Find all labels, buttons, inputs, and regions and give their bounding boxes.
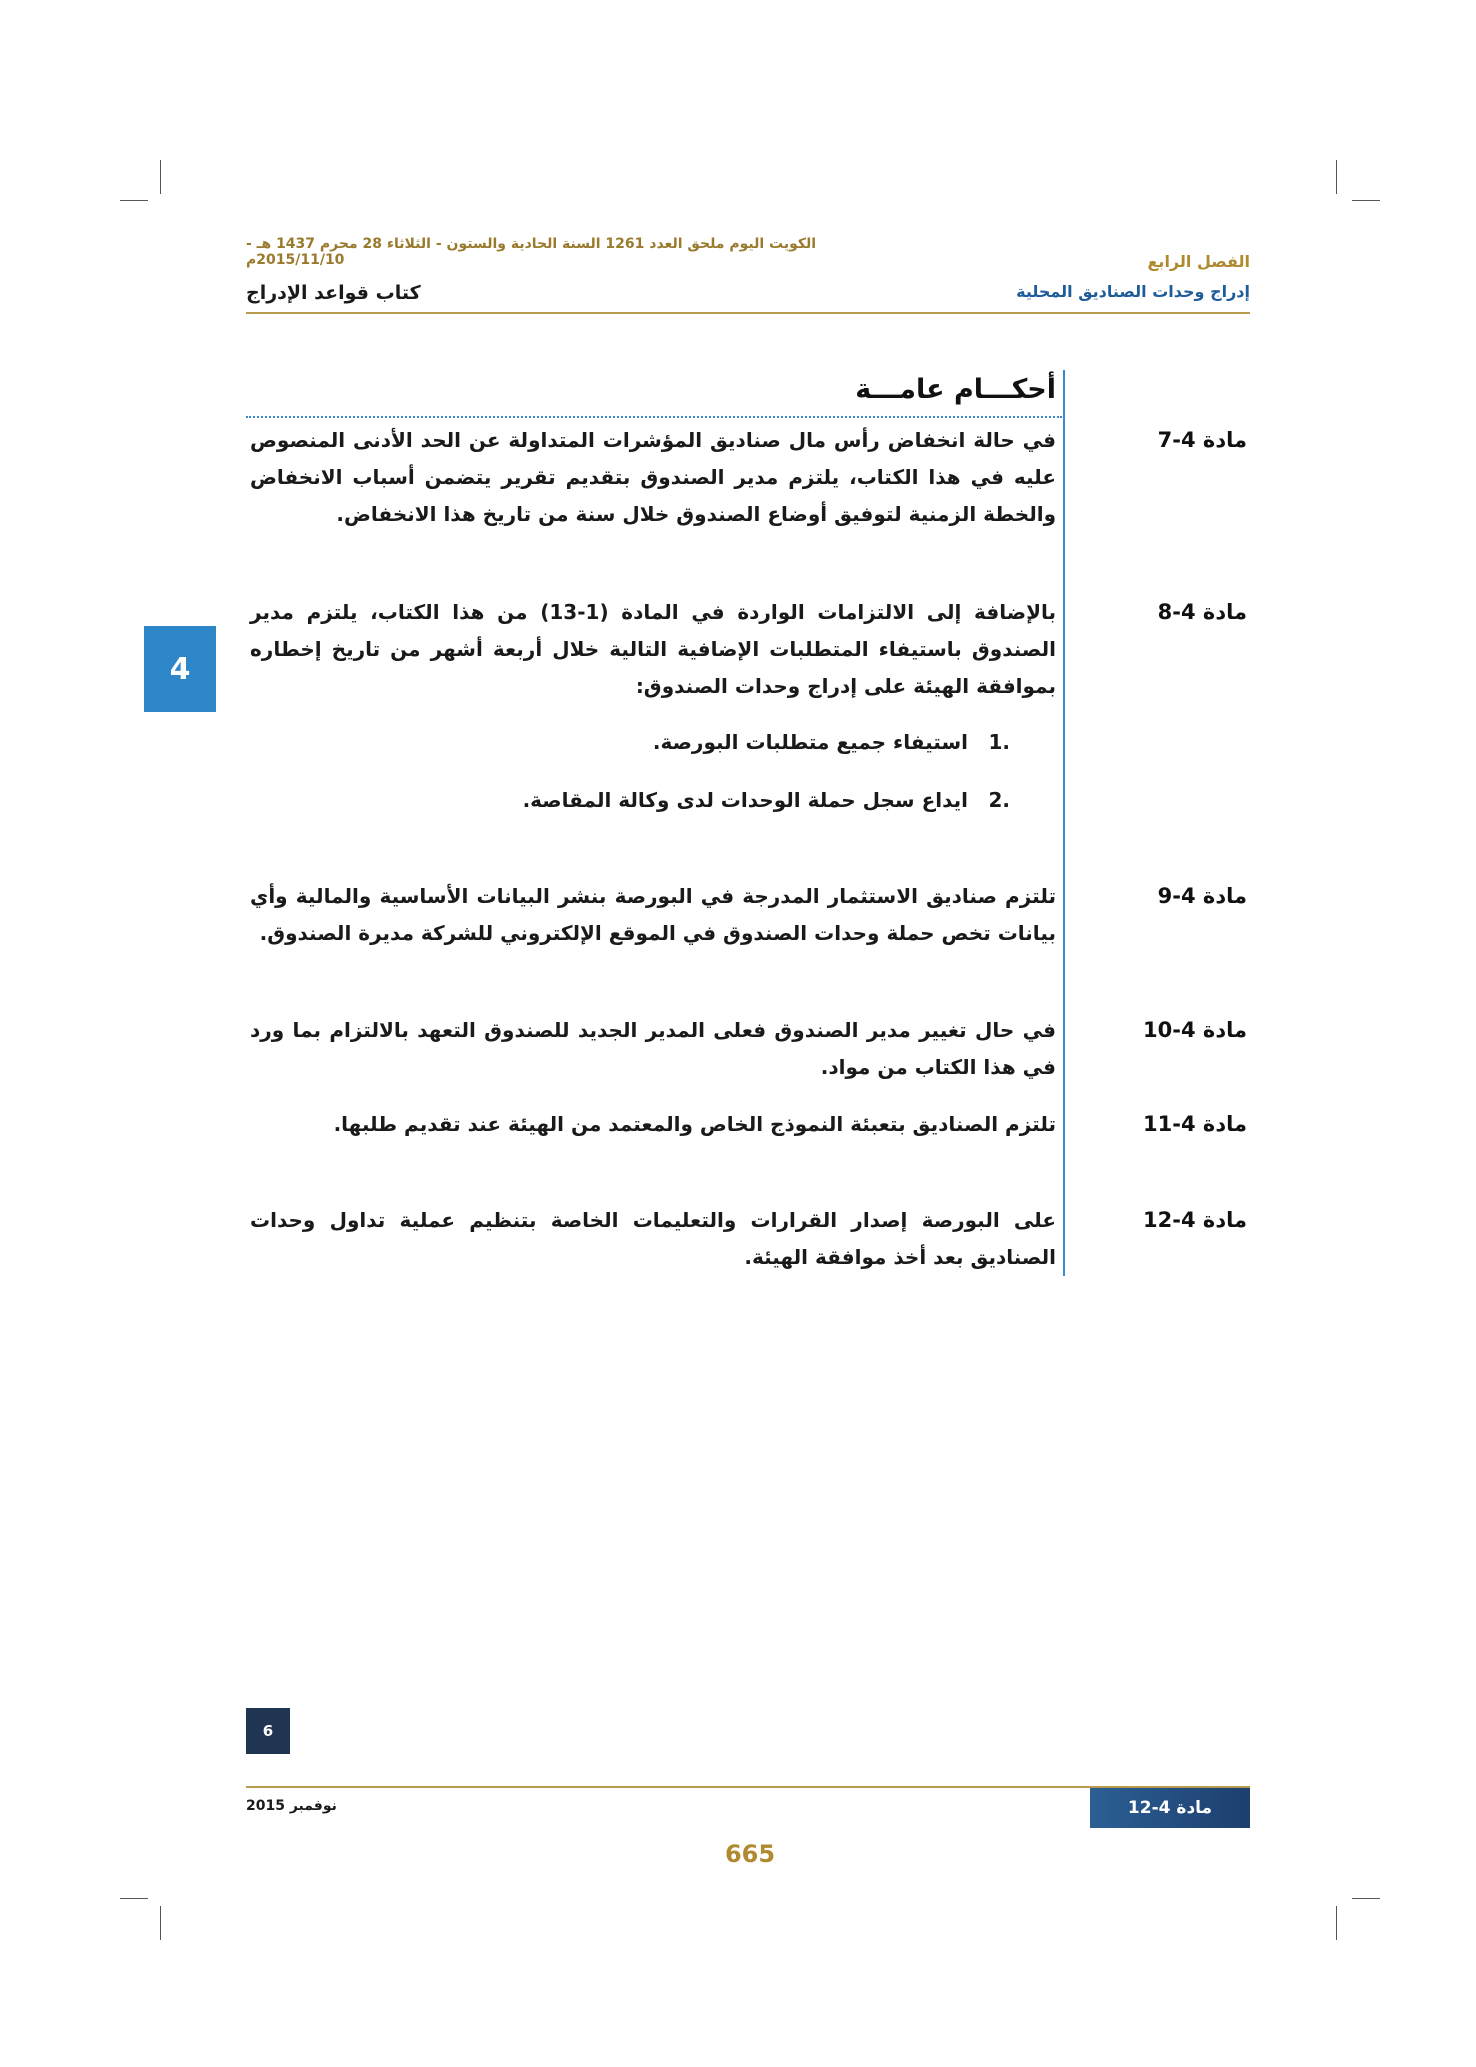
footer-article-badge: مادة 4-12 (1090, 1788, 1250, 1828)
article-number: مادة 4-8 (1157, 600, 1247, 624)
article-number: مادة 4-10 (1143, 1018, 1247, 1042)
list-text: ايداع سجل حملة الوحدات لدى وكالة المقاصة. (522, 788, 968, 812)
section-heading: أحكـــام عامـــة (855, 374, 1056, 405)
crop-mark (1336, 1906, 1337, 1940)
chapter-label: الفصل الرابع (1147, 252, 1250, 271)
crop-mark (120, 200, 148, 201)
article-number: مادة 4-7 (1157, 428, 1247, 452)
list-item (250, 788, 1010, 812)
list-number: .1 (988, 730, 1010, 754)
book-title: كتاب قواعد الإدراج (246, 282, 421, 304)
crop-mark (160, 1906, 161, 1940)
crop-mark (1336, 160, 1337, 194)
article-text: تلتزم صناديق الاستثمار المدرجة في البورصة بنشر البيانات الأساسية والمالية وأي بيانات تخص حملة وحدات الصندوق في الموقع الإلكتروني للشركة مديرة الصندوق. (250, 884, 1056, 945)
list-item (250, 730, 1010, 754)
article-text: في حال تغيير مدير الصندوق فعلى المدير الجديد للصندوق التعهد بالالتزام بما ورد في هذا الكتاب من مواد. (250, 1018, 1056, 1079)
running-header: الكويت اليوم ملحق العدد 1261 السنة الحادية والستون - الثلاثاء 28 محرم 1437 هـ - 2015/11/10م (246, 236, 817, 268)
footer-date: نوفمبر 2015 (246, 1798, 337, 1814)
section-title: إدراج وحدات الصناديق المحلية (1016, 282, 1250, 301)
list-number: .2 (988, 788, 1010, 812)
crop-mark (1352, 200, 1380, 201)
article-number: مادة 4-11 (1143, 1112, 1247, 1136)
crop-mark (1352, 1898, 1380, 1899)
article-text: تلتزم الصناديق بتعبئة النموذج الخاص والمعتمد من الهيئة عند تقديم طلبها. (333, 1112, 1056, 1136)
column-divider (1063, 370, 1065, 1276)
article-text: في حالة انخفاض رأس مال صناديق المؤشرات المتداولة عن الحد الأدنى المنصوص عليه في هذا الكتاب، يلتزم مدير الصندوق بتقديم تقرير يتضمن أسباب الانخفاض والخطة الزمنية لتوفيق أوضاع الصندوق خلال سنة من تاريخ هذا الانخفاض. (250, 428, 1056, 526)
article-number: مادة 4-9 (1157, 884, 1247, 908)
crop-mark (160, 160, 161, 194)
folio-number: 665 (724, 1840, 776, 1868)
article-text: بالإضافة إلى الالتزامات الواردة في المادة (1-13) من هذا الكتاب، يلتزم مدير الصندوق باستيفاء المتطلبات الإضافية التالية خلال أربعة أشهر من تاريخ إخطاره بموافقة الهيئة على إدراج وحدات الصندوق: (250, 600, 1056, 698)
crop-mark (120, 1898, 148, 1899)
chapter-tab: 4 (144, 626, 216, 712)
article-text: على البورصة إصدار القرارات والتعليمات الخاصة بتنظيم عملية تداول وحدات الصناديق بعد أخذ موافقة الهيئة. (250, 1208, 1056, 1269)
page-number-box: 6 (246, 1708, 290, 1754)
article-number: مادة 4-12 (1143, 1208, 1247, 1232)
header-rule (246, 312, 1250, 314)
dotted-rule (246, 416, 1062, 418)
list-text: استيفاء جميع متطلبات البورصة. (652, 730, 968, 754)
